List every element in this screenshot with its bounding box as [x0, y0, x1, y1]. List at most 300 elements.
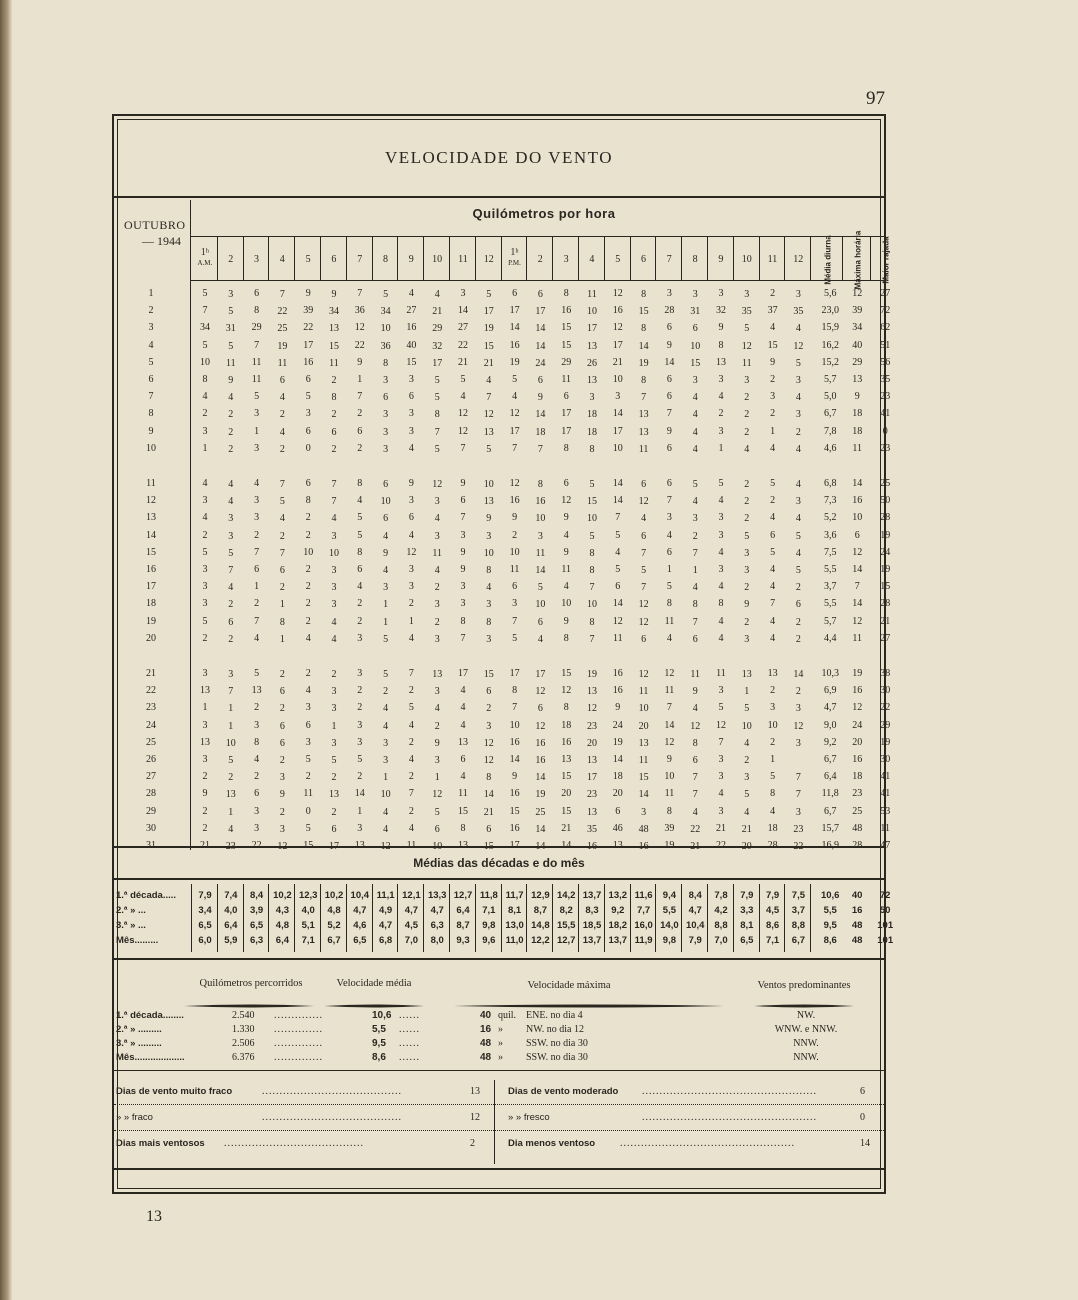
- hourly-value: 20: [587, 737, 597, 749]
- hourly-value: 6: [279, 686, 285, 698]
- summary-direction: ENE. no dia 4: [526, 1010, 583, 1021]
- hourly-value: 3: [718, 564, 724, 575]
- hourly-value: 20: [612, 788, 623, 800]
- hourly-value: 2: [408, 685, 414, 697]
- hourly-value: 6: [641, 633, 647, 645]
- hourly-value: 3: [795, 496, 801, 508]
- max-gust: 30: [880, 685, 891, 697]
- hourly-value: 4: [718, 632, 724, 644]
- hourly-value: 8: [718, 339, 724, 351]
- hourly-value: 16: [303, 356, 314, 368]
- decade-value: 12,7: [453, 890, 473, 901]
- hour-header-period: P.M.: [508, 259, 521, 267]
- hourly-value: 13: [587, 375, 597, 386]
- hourly-value: 6: [254, 564, 260, 575]
- hourly-value: 12: [354, 322, 365, 334]
- hourly-value: 21: [741, 823, 752, 835]
- hourly-value: 4: [770, 805, 776, 817]
- decade-mean: 5,5: [823, 905, 837, 916]
- hourly-value: 22: [793, 841, 804, 852]
- stat-label: Dias de vento moderado: [508, 1086, 619, 1097]
- hourly-value: 2: [357, 408, 363, 420]
- max-gust: 53: [880, 805, 891, 817]
- hourly-value: 5: [383, 633, 389, 645]
- hourly-value: 10: [587, 306, 597, 318]
- hourly-value: 6: [305, 374, 311, 385]
- max-gust: 19: [880, 564, 891, 575]
- hourly-value: 7: [202, 305, 208, 317]
- decade-column-rule: [707, 884, 708, 952]
- hourly-value: 4: [383, 806, 389, 818]
- hourly-value: 3: [254, 495, 260, 507]
- hour-header: 12: [483, 254, 494, 265]
- hourly-value: 3: [692, 289, 698, 300]
- hourly-value: 15: [587, 496, 597, 508]
- hourly-value: 2: [434, 720, 440, 732]
- hourly-value: 6: [408, 391, 414, 403]
- summary-km: 1.330: [232, 1024, 255, 1035]
- hourly-value: 8: [563, 702, 569, 714]
- hourly-value: 5: [666, 581, 672, 593]
- hourly-value: 2: [357, 598, 363, 610]
- hourly-value: 26: [587, 357, 597, 369]
- hourly-value: 10: [612, 442, 623, 454]
- hourly-value: 9: [408, 478, 414, 489]
- hourly-value: 11: [612, 632, 623, 644]
- hourly-value: 11: [690, 669, 700, 680]
- summary-ventos: NNW.: [793, 1052, 819, 1063]
- hourly-value: 3: [305, 408, 311, 420]
- summary-max: 16: [480, 1024, 492, 1035]
- hourly-value: 10: [638, 703, 649, 715]
- hourly-value: 3: [718, 771, 724, 783]
- decade-value: 7,4: [224, 890, 238, 901]
- hourly-value: 4: [460, 685, 466, 697]
- hourly-value: 3: [383, 737, 389, 749]
- hourly-value: 16: [509, 339, 520, 351]
- hourly-value: 5: [589, 530, 595, 542]
- hourly-value: 2: [279, 806, 285, 818]
- hourly-value: 7: [641, 582, 647, 594]
- decade-value: 9,6: [482, 935, 496, 946]
- hourly-value: 8: [589, 547, 595, 559]
- stat-column-header-text: Média diurna: [823, 235, 833, 285]
- decade-value: 12,9: [531, 890, 550, 901]
- hourly-value: 3: [718, 805, 724, 817]
- hourly-value: 5: [744, 703, 750, 715]
- hourly-value: 9: [563, 512, 569, 524]
- hourly-value: 2: [228, 633, 234, 645]
- decade-value: 13,7: [608, 935, 628, 946]
- decade-column-rule: [784, 884, 785, 952]
- hourly-value: 12: [483, 755, 494, 766]
- hourly-value: 29: [432, 323, 443, 335]
- hourly-value: 32: [432, 340, 443, 352]
- hourly-value: 3: [744, 547, 750, 559]
- day-label: 16: [146, 564, 156, 575]
- hourly-value: 9: [537, 392, 543, 404]
- decade-value: 5,2: [327, 920, 341, 931]
- hourly-value: 12: [535, 686, 546, 698]
- hourly-value: 4: [563, 581, 569, 593]
- daily-mean: 4,6: [823, 442, 837, 454]
- hourly-value: 4: [486, 582, 492, 594]
- hourly-value: 2: [331, 806, 337, 818]
- decade-value: 8,2: [559, 905, 573, 916]
- hourly-value: 4: [770, 564, 776, 575]
- decade-value: 7,0: [404, 935, 418, 946]
- hourly-value: 15: [458, 805, 468, 817]
- hourly-value: 15: [329, 340, 339, 352]
- hourly-value: 13: [587, 340, 597, 352]
- hourly-value: 15: [638, 306, 649, 318]
- hourly-value: 14: [483, 789, 494, 801]
- summary-unit: quil.: [498, 1010, 517, 1021]
- hourly-value: 4: [254, 632, 260, 644]
- hourly-value: 14: [535, 823, 546, 835]
- hourly-max: 25: [852, 805, 863, 817]
- extra-column-rule: [870, 236, 871, 280]
- hourly-value: 18: [587, 426, 597, 438]
- decade-value: 8,8: [791, 920, 805, 931]
- stat-label: Dia menos ventoso: [508, 1138, 596, 1149]
- hourly-value: 7: [357, 288, 363, 299]
- hour-header: 7: [666, 254, 672, 265]
- hourly-value: 13: [638, 409, 649, 421]
- hourly-value: 4: [460, 719, 466, 731]
- decade-gust: 101: [877, 920, 894, 931]
- hourly-value: 10: [587, 599, 597, 611]
- hourly-value: 29: [251, 322, 262, 334]
- decade-mean: 8,6: [823, 935, 837, 946]
- hourly-value: 3: [512, 598, 518, 610]
- hourly-value: 1: [254, 425, 260, 437]
- hourly-value: 35: [587, 823, 597, 835]
- hourly-value: 16: [509, 736, 520, 748]
- stat-label: » » fraco: [116, 1112, 153, 1123]
- hourly-value: 11: [251, 356, 262, 368]
- hourly-value: 4: [718, 546, 724, 558]
- hourly-value: 18: [612, 771, 623, 783]
- hourly-max: 13: [852, 374, 863, 385]
- hourly-value: 11: [329, 357, 339, 369]
- hourly-value: 7: [795, 789, 801, 801]
- hourly-value: 19: [664, 840, 675, 851]
- hourly-value: 1: [279, 599, 285, 611]
- hourly-value: 18: [561, 719, 572, 731]
- hourly-value: 6: [460, 495, 466, 507]
- hourly-value: 12: [587, 703, 597, 715]
- hourly-value: 9: [279, 789, 285, 801]
- hourly-value: 2: [408, 771, 414, 783]
- day-label: 26: [146, 754, 156, 765]
- hourly-value: 1: [434, 772, 440, 784]
- stat-dots: ..................................................: [642, 1086, 817, 1097]
- hourly-value: 3: [589, 392, 595, 404]
- hourly-value: 2: [228, 409, 234, 421]
- hourly-value: 12: [741, 340, 752, 352]
- hourly-value: 16: [587, 841, 597, 852]
- hourly-value: 14: [612, 754, 623, 765]
- hourly-value: 10: [690, 340, 701, 352]
- hourly-value: 6: [383, 513, 389, 525]
- hourly-value: 7: [228, 686, 234, 698]
- summary-ventos: WNW. e NNW.: [774, 1024, 838, 1035]
- hourly-value: 5: [512, 374, 518, 385]
- hourly-max: 16: [852, 685, 863, 697]
- hourly-value: 7: [641, 547, 647, 559]
- hourly-value: 11: [225, 357, 236, 369]
- hourly-value: 3: [279, 772, 285, 784]
- hourly-value: 8: [692, 737, 698, 749]
- hourly-value: 3: [408, 408, 414, 420]
- hourly-value: 3: [254, 822, 260, 834]
- hourly-value: 10: [432, 841, 443, 852]
- hourly-value: 17: [561, 425, 572, 437]
- summary-header-ornament: [754, 996, 854, 1002]
- hourly-value: 20: [638, 720, 649, 732]
- decade-value: 13,0: [505, 920, 524, 931]
- hourly-value: 15: [561, 322, 572, 334]
- hourly-value: 6: [279, 737, 285, 749]
- hourly-value: 16: [612, 305, 623, 317]
- hourly-value: 3: [770, 391, 776, 403]
- hourly-value: 3: [331, 582, 337, 594]
- hourly-value: 6: [383, 479, 389, 490]
- hourly-value: 17: [587, 323, 597, 335]
- hourly-value: 13: [483, 496, 494, 508]
- decade-value: 10,2: [273, 890, 292, 901]
- summary-velocity: 9,5: [372, 1038, 386, 1049]
- hourly-value: 5: [202, 288, 208, 299]
- hourly-value: 8: [666, 805, 672, 817]
- hourly-value: 12: [509, 408, 520, 420]
- hourly-value: 12: [432, 789, 443, 801]
- hourly-max: 18: [852, 771, 863, 783]
- hourly-value: 3: [641, 806, 647, 818]
- hourly-value: 3: [357, 736, 363, 748]
- hourly-value: 3: [692, 513, 698, 525]
- hourly-value: 8: [589, 565, 595, 576]
- max-gust: 0: [882, 425, 888, 437]
- hourly-value: 2: [202, 822, 208, 834]
- hourly-value: 11: [587, 289, 597, 300]
- decade-value: 3,3: [740, 905, 754, 916]
- hourly-value: 2: [254, 598, 260, 610]
- hourly-value: 1: [228, 703, 234, 715]
- hourly-value: 2: [331, 375, 337, 386]
- hourly-value: 13: [329, 323, 339, 335]
- hourly-value: 4: [615, 546, 621, 558]
- hourly-value: 9: [615, 702, 621, 714]
- hourly-max: 12: [852, 288, 863, 299]
- daily-mean: 5,2: [823, 512, 837, 524]
- hourly-value: 9: [460, 564, 466, 575]
- decade-column-rule: [552, 884, 553, 952]
- hourly-value: 2: [512, 529, 518, 541]
- hourly-value: 8: [486, 565, 492, 576]
- hourly-value: 3: [408, 495, 414, 507]
- hourly-value: 12: [638, 616, 649, 628]
- hourly-value: 7: [512, 442, 518, 454]
- hourly-value: 2: [202, 408, 208, 420]
- day-label: 10: [146, 442, 156, 454]
- hourly-value: 19: [509, 356, 520, 368]
- hourly-max: 24: [852, 719, 863, 731]
- hourly-value: 5: [357, 754, 363, 765]
- hourly-value: 6: [692, 633, 698, 645]
- decade-value: 16,0: [634, 920, 653, 931]
- hourly-value: 31: [225, 323, 236, 335]
- hourly-value: 4: [770, 512, 776, 524]
- hourly-value: 1: [383, 772, 389, 784]
- hourly-value: 7: [408, 788, 414, 800]
- hourly-max: 18: [852, 425, 863, 437]
- max-gust: 22: [880, 702, 891, 714]
- summary-ventos: NNW.: [793, 1038, 819, 1049]
- hourly-value: 5: [744, 789, 750, 801]
- hourly-value: 24: [535, 357, 546, 369]
- hourly-value: 1: [202, 702, 208, 714]
- hourly-value: 4: [460, 771, 466, 783]
- hourly-value: 3: [305, 702, 311, 714]
- hourly-value: 12: [664, 668, 675, 679]
- hourly-value: 34: [200, 322, 210, 334]
- hourly-value: 4: [744, 806, 750, 818]
- hourly-value: 11: [638, 443, 649, 455]
- daily-mean: 7,5: [823, 546, 837, 558]
- hourly-value: 7: [692, 772, 698, 784]
- hourly-value: 2: [744, 479, 750, 490]
- hourly-value: 21: [483, 806, 494, 818]
- daily-mean: 10,3: [821, 668, 839, 679]
- hourly-value: 9: [666, 339, 672, 351]
- hourly-value: 3: [795, 409, 801, 421]
- hourly-value: 16: [612, 668, 623, 679]
- hourly-value: 2: [305, 512, 311, 524]
- daily-mean: 16,9: [821, 840, 839, 851]
- hourly-value: 4: [254, 754, 260, 765]
- hourly-value: 3: [666, 288, 672, 299]
- hourly-value: 7: [254, 546, 260, 558]
- hour-header: 3: [253, 254, 259, 265]
- decade-value: 7,5: [791, 890, 805, 901]
- summary-max: 40: [480, 1010, 492, 1021]
- stat-column-header-text: Máxima horária: [853, 230, 863, 290]
- hourly-value: 4: [408, 529, 414, 541]
- decade-column-rule: [217, 884, 218, 952]
- summary-row-label: 1.ª década........: [116, 1010, 184, 1021]
- hourly-value: 4: [434, 289, 440, 300]
- hourly-max: 14: [852, 564, 863, 575]
- hourly-value: 5: [254, 668, 260, 679]
- decade-value: 6,5: [198, 920, 212, 931]
- decade-value: 8,7: [533, 905, 547, 916]
- hourly-value: 27: [458, 322, 468, 334]
- hourly-value: 4: [408, 442, 414, 454]
- hourly-value: 2: [357, 685, 363, 697]
- hourly-value: 3: [718, 754, 724, 765]
- hourly-value: 16: [535, 737, 546, 749]
- hourly-value: 11: [716, 668, 726, 679]
- hour-header: 2: [228, 254, 234, 265]
- hourly-value: 21: [690, 841, 701, 852]
- max-gust: 41: [880, 788, 891, 800]
- stat-value: 14: [860, 1138, 870, 1149]
- decade-value: 18,2: [608, 920, 628, 931]
- hourly-value: 7: [228, 565, 234, 576]
- hourly-value: 22: [303, 322, 314, 334]
- hourly-value: 22: [251, 840, 262, 851]
- max-gust: 23: [880, 391, 891, 403]
- hourly-value: 7: [589, 633, 595, 645]
- hourly-value: 2: [744, 496, 750, 508]
- stat-dots: ..................................................: [642, 1112, 817, 1123]
- hourly-value: 5: [434, 375, 440, 386]
- daily-mean: 6,8: [823, 478, 837, 489]
- hourly-value: 13: [741, 669, 752, 680]
- hourly-value: 4: [202, 391, 208, 403]
- hour-header: 11: [767, 254, 778, 265]
- hourly-value: 2: [279, 703, 285, 715]
- hourly-value: 7: [615, 512, 621, 524]
- daily-mean: 5,6: [823, 288, 837, 299]
- hourly-value: 36: [354, 305, 365, 317]
- decade-top-rule: [114, 846, 884, 848]
- hourly-max: 7: [854, 581, 860, 593]
- hourly-value: 5: [434, 806, 440, 818]
- hour-header: 2: [537, 254, 543, 265]
- hourly-value: 14: [354, 788, 365, 800]
- decade-column-rule: [759, 884, 760, 952]
- decade-value: 4,7: [353, 905, 367, 916]
- hourly-value: 4: [357, 495, 363, 507]
- decade-value: 18,5: [582, 920, 602, 931]
- hourly-value: 8: [589, 443, 595, 455]
- decade-value: 7,9: [765, 890, 780, 901]
- hourly-value: 10: [664, 771, 675, 783]
- hourly-value: 3: [331, 599, 337, 611]
- day-label: 2: [148, 305, 154, 317]
- hourly-max: 18: [852, 408, 863, 420]
- left-column-rule: [190, 200, 191, 850]
- decade-label: 2.ª » ...: [116, 905, 146, 916]
- hourly-value: 2: [357, 442, 363, 454]
- hourly-value: 8: [254, 305, 260, 317]
- hourly-value: 8: [486, 772, 492, 784]
- hourly-value: 12: [638, 669, 649, 680]
- hourly-value: 12: [483, 409, 494, 421]
- hourly-value: 3: [331, 686, 337, 698]
- hourly-value: 25: [277, 323, 288, 335]
- decade-value: 4,0: [224, 905, 238, 916]
- decade-value: 6,3: [430, 920, 444, 931]
- hourly-value: 9: [512, 512, 518, 524]
- hourly-value: 2: [202, 632, 208, 644]
- decade-value: 5,5: [662, 905, 676, 916]
- hourly-value: 19: [638, 357, 649, 369]
- hourly-value: 4: [692, 409, 698, 421]
- daily-mean: 3,7: [823, 581, 837, 593]
- hourly-value: 1: [744, 686, 750, 698]
- day-label: 11: [146, 478, 156, 489]
- hourly-value: 11: [664, 615, 675, 627]
- hourly-value: 17: [612, 425, 623, 437]
- hourly-value: 6: [279, 565, 285, 576]
- hourly-max: 16: [852, 754, 863, 765]
- hourly-value: 21: [432, 306, 443, 318]
- hourly-value: 10: [561, 598, 572, 610]
